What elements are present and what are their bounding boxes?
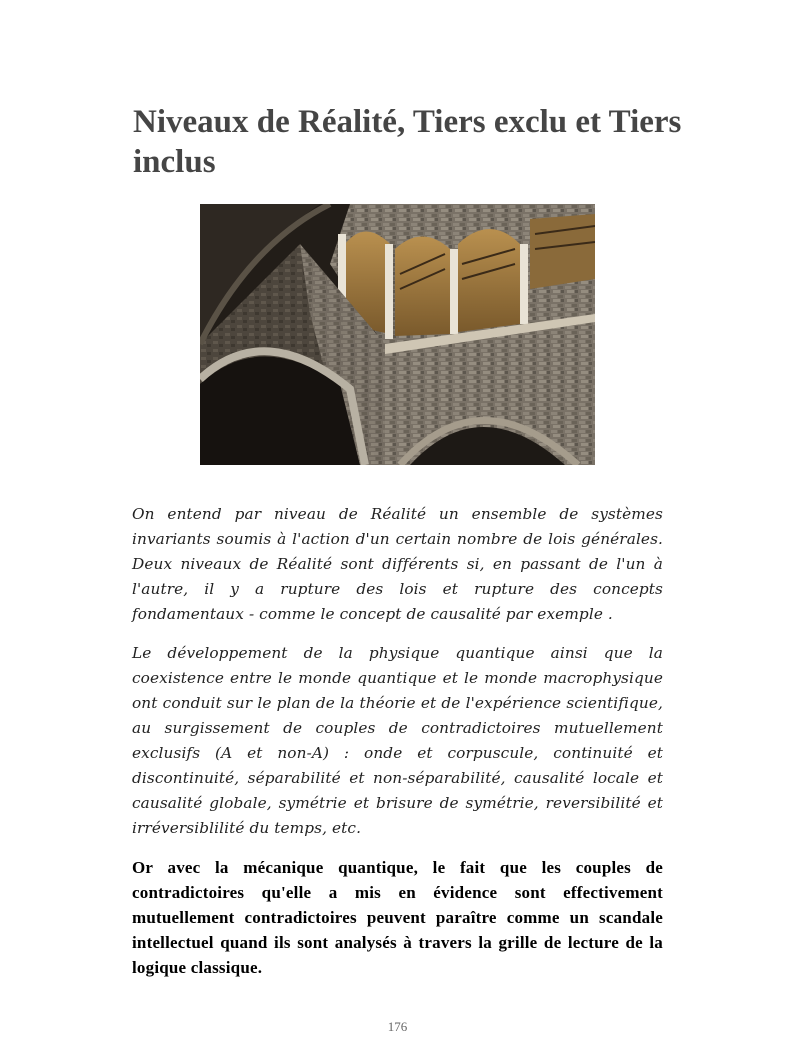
page-number: 176 [387,1019,408,1034]
cloister-photo [200,204,595,465]
page-title: Niveaux de Réalité, Tiers exclu et Tiers inclus [133,104,682,180]
paragraph-classical-logic: Or avec la mécanique quantique, le fait que les couples de contradictoires qu'elle a mis en évidence sont effectivement mutuellement contradictoires peuvent paraître comme un scandale intellectuel quand ils sont analysés à travers la grille de lecture de la logique classique. [132,858,663,977]
paragraph-definition: On entend par niveau de Réalité un ensemble de systèmes invariants soumis à l'action d'un certain nombre de lois générales. Deux niveaux de Réalité sont différents si, en passant de l'un à l'autre, il y a rupture des lois et rupture des concepts fondamentaux - comme le concept de causalité par exemple . [132,505,663,623]
paragraph-quantum-development: Le développement de la physique quantique ainsi que la coexistence entre le monde quantique et le monde macrophysique ont conduit sur le plan de la théorie et de l'expérience scientifique, au surgissement de couples de contradictoires mutuellement exclusifs (A et non-A) : onde et corpuscule, continuité et discontinuité, séparabilité et non-séparabilité, causalité locale et causalité globale, symétrie et brisure de symétrie, reversibilité et irréversiblilité du temps, etc. [132,644,663,837]
